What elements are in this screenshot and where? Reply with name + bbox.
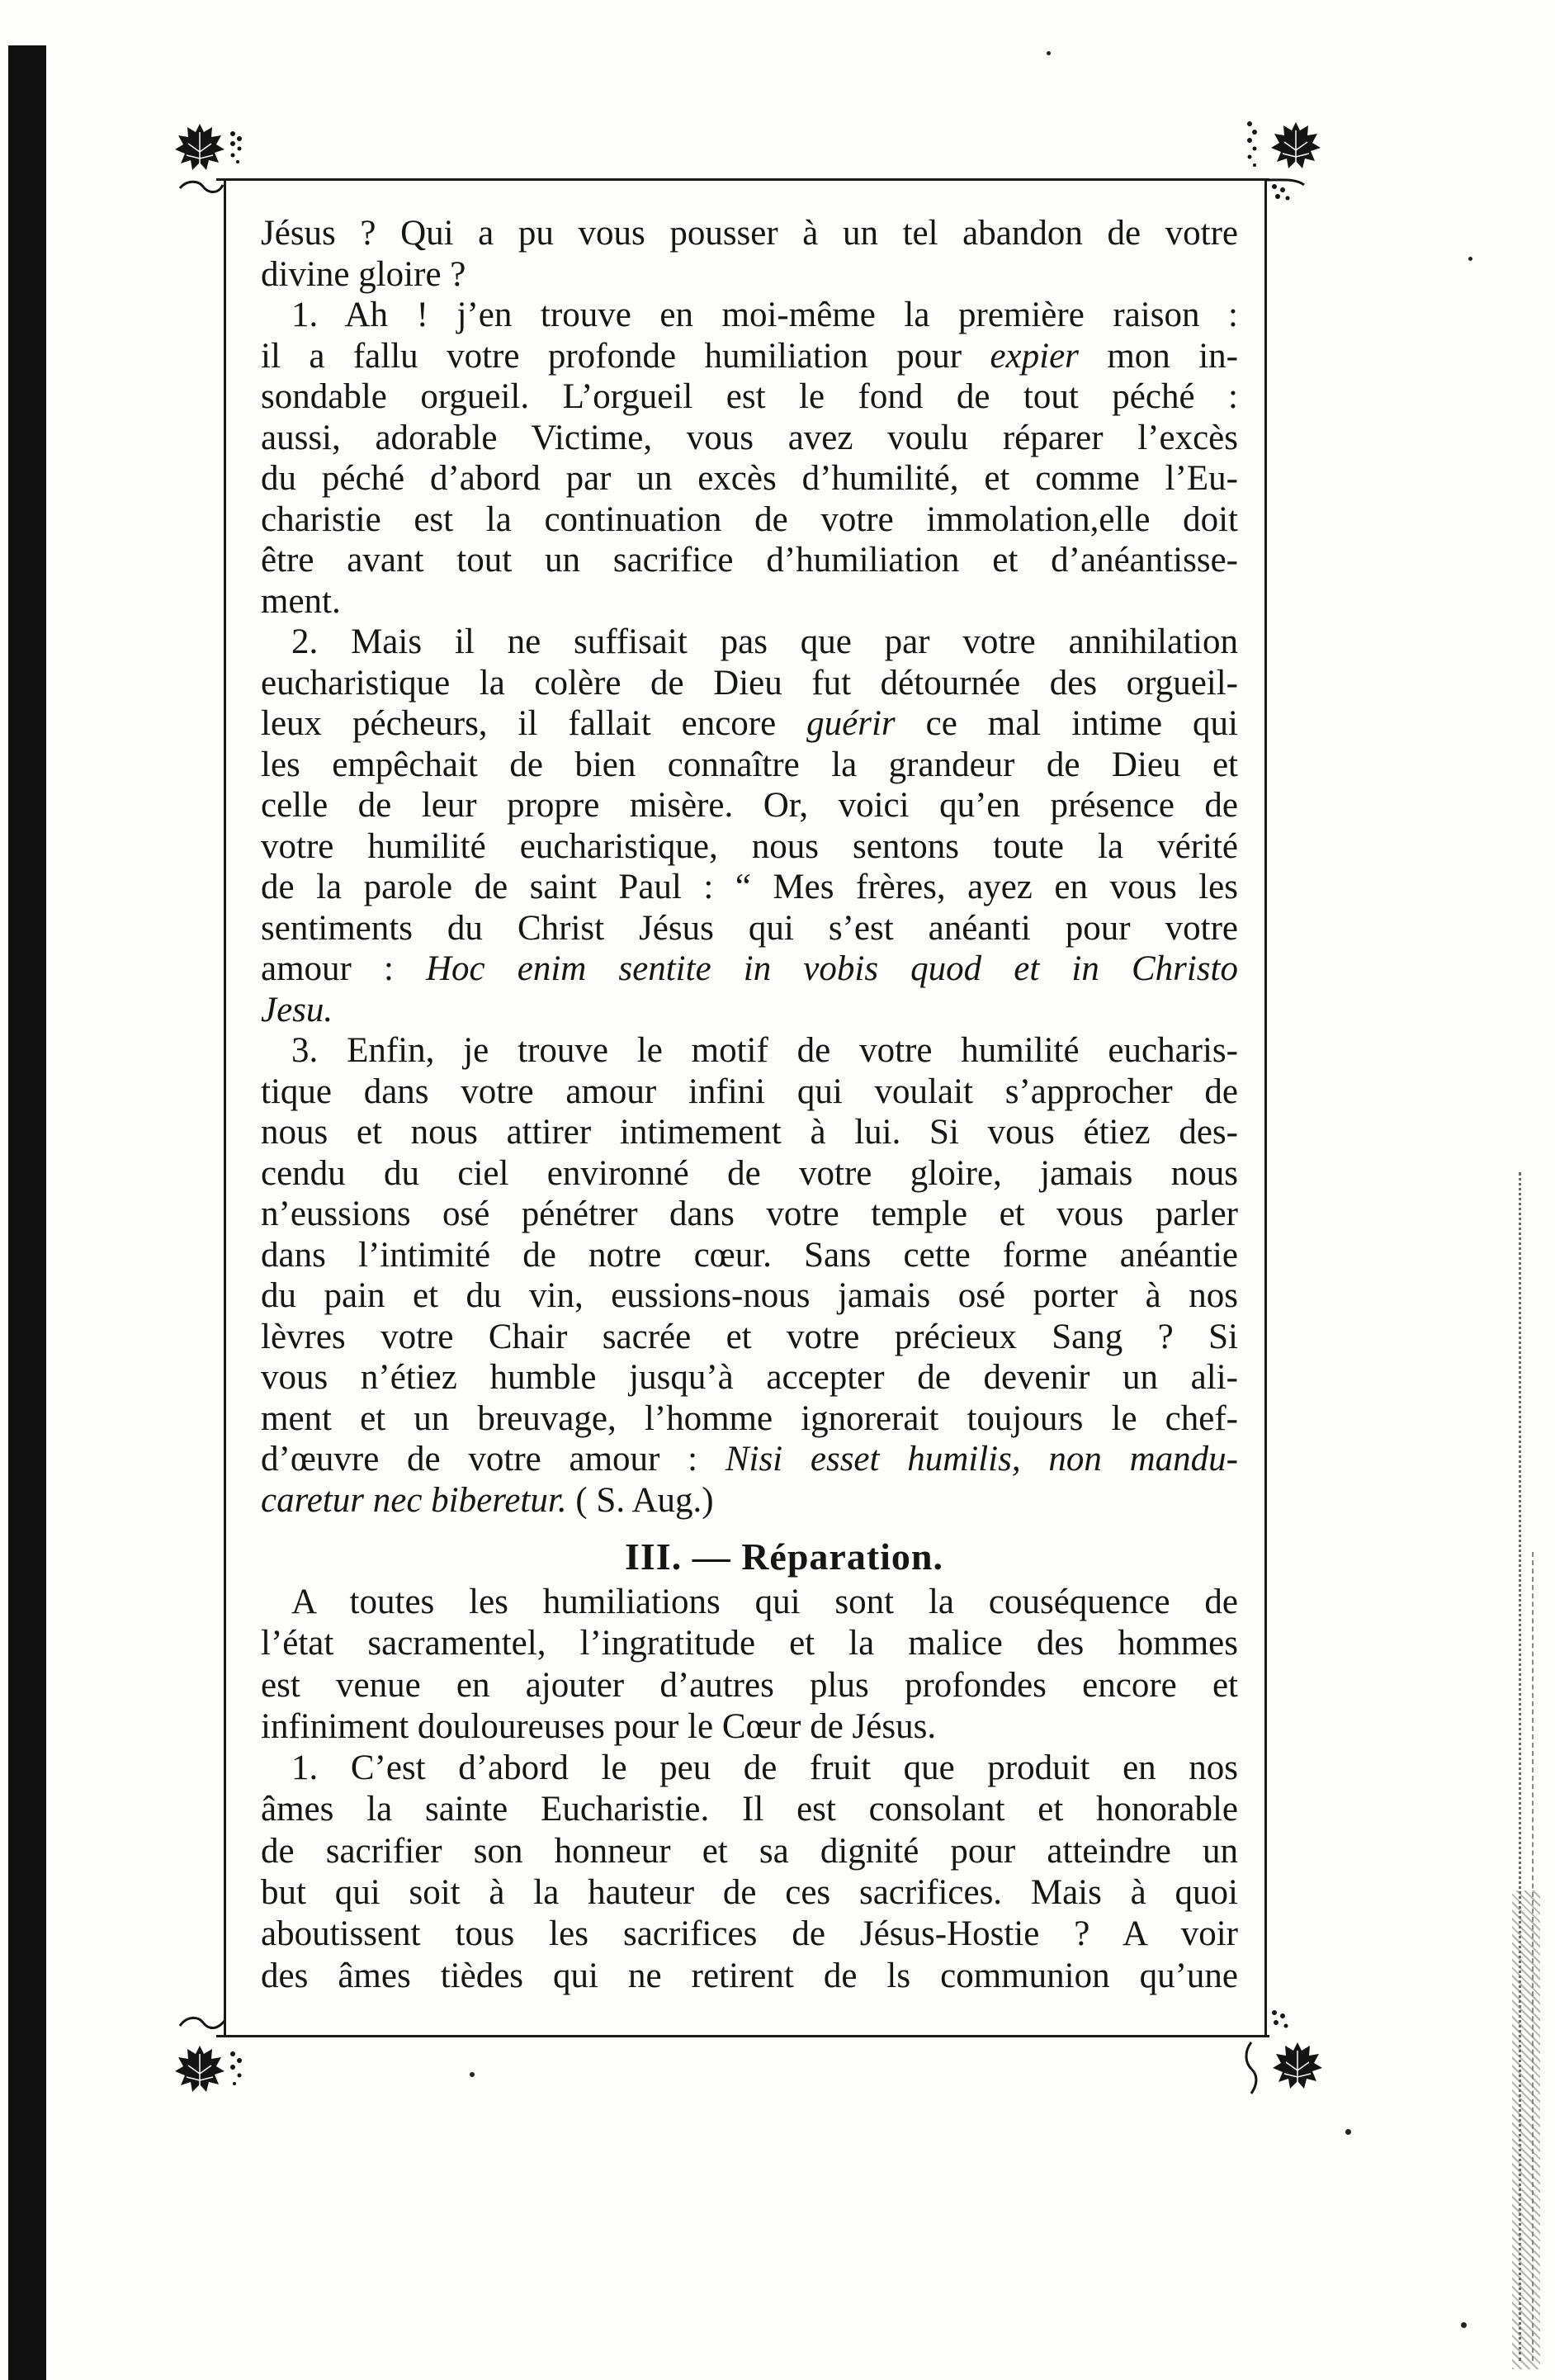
paragraph-start-line <box>261 295 1238 336</box>
text-segment: du péché d’abord par un excès d’humilité, et comme l’Eu- <box>261 459 1238 498</box>
text-segment: sentiments du Christ Jésus qui s’est anéanti pour votre <box>261 908 1238 948</box>
text-segment: est venue en ajouter d’autres plus profondes encore et <box>261 1665 1238 1705</box>
text-segment: 2. Mais il ne suffisait pas que par votre annihilation <box>291 622 1238 661</box>
frame-right-rule <box>1264 178 1267 2037</box>
text-line <box>261 1398 1238 1440</box>
text-segment: eucharistique la colère de Dieu fut détournée des orgueil- <box>261 663 1238 703</box>
vine-leaf-icon <box>175 124 225 170</box>
text-segment: de la parole de saint Paul : “ Mes frères, ayez en vous les <box>261 868 1238 906</box>
paragraph-start-line <box>261 1582 1238 1623</box>
italic-text: Nisi esset humilis, non mandu- <box>725 1440 1238 1479</box>
text-block-1 <box>261 213 1238 1521</box>
text-segment: ment. <box>261 581 341 621</box>
text-line <box>261 1789 1238 1830</box>
text-line <box>261 1235 1238 1276</box>
text-segment: celle de leur propre misère. Or, voici qu’en présence de <box>261 786 1238 825</box>
text-line <box>261 458 1238 499</box>
text-segment: Jésus ? Qui a pu vous pousser à un tel abandon de votre <box>261 214 1238 253</box>
text-line <box>261 663 1238 704</box>
scroll-flourish-icon <box>1246 2042 1256 2094</box>
grape-dots-icon <box>230 2051 242 2085</box>
text-line <box>261 1439 1238 1480</box>
text-segment: être avant tout un sacrifice d’humiliation et d’anéantisse- <box>261 541 1238 580</box>
frame-bottom-rule <box>216 2035 1269 2037</box>
text-segment: infiniment douloureuses pour le Cœur de Jésus. <box>261 1706 937 1746</box>
scroll-flourish-icon <box>180 182 223 192</box>
paragraph-start-line <box>261 1748 1238 1789</box>
corner-ornament-bottom-left <box>170 2006 261 2101</box>
vine-leaf-icon <box>175 2046 225 2092</box>
text-line <box>261 703 1238 745</box>
text-segment: divine gloire ? <box>261 254 466 294</box>
text-segment: du pain et du vin, eussions-nous jamais osé porter à nos <box>261 1276 1238 1315</box>
text-line <box>261 785 1238 826</box>
text-segment: votre humilité eucharistique, nous sentons toute la vérité <box>261 826 1238 866</box>
text-segment: de sacrifier son honneur et sa dignité pour atteindre un <box>261 1831 1238 1871</box>
text-segment: il a fallu votre profonde humiliation pour <box>261 336 990 376</box>
scan-binding-shadow <box>8 45 46 2380</box>
text-line <box>261 1480 1238 1521</box>
text-line <box>261 213 1238 254</box>
scan-speck <box>1047 51 1051 55</box>
text-segment: but qui soit à la hauteur de ces sacrifices. Mais à quoi <box>261 1873 1238 1913</box>
citation-source: ( S. Aug.) <box>566 1480 714 1520</box>
text-line <box>261 540 1238 581</box>
text-line <box>261 1072 1238 1113</box>
text-line <box>261 1831 1238 1872</box>
text-segment: 1. Ah ! j’en trouve en moi-même la première raison : <box>291 296 1238 334</box>
text-line <box>261 1872 1238 1914</box>
text-segment: charistie est la continuation de votre immolation,elle doit <box>261 499 1238 539</box>
italic-text: caretur nec biberetur. <box>261 1480 567 1520</box>
text-line <box>261 1153 1238 1195</box>
text-segment: leux pécheurs, il fallait encore <box>261 704 807 743</box>
text-line <box>261 1706 1238 1748</box>
vine-leaf-icon <box>1271 122 1321 168</box>
scan-speck <box>1345 2129 1351 2135</box>
italic-text: Jesu. <box>261 990 333 1029</box>
text-line <box>261 1665 1238 1706</box>
italic-text: Hoc enim sentite in vobis quod et in Christo <box>426 949 1238 988</box>
italic-text: guérir <box>806 704 896 743</box>
text-line <box>261 1357 1238 1398</box>
text-line <box>261 1914 1238 1955</box>
scan-speck <box>1461 2322 1467 2328</box>
vine-leaf-icon <box>1273 2042 1322 2089</box>
text-segment: aboutissent tous les sacrifices de Jésus-Hostie ? A voir <box>261 1914 1238 1954</box>
corner-ornament-top-left <box>170 122 261 205</box>
text-segment: n’eussions osé pénétrer dans votre temple et vous parler <box>261 1195 1238 1233</box>
text-line <box>261 1623 1238 1664</box>
text-segment: âmes la sainte Eucharistie. Il est consolant et honorable <box>261 1790 1238 1829</box>
paragraph-start-line <box>261 622 1238 663</box>
text-segment: les empêchait de bien connaître la grandeur de Dieu et <box>261 745 1238 784</box>
text-line <box>261 908 1238 949</box>
text-line <box>261 990 1238 1031</box>
section-heading: III. — Réparation. <box>624 1535 944 1578</box>
text-line <box>261 499 1238 541</box>
text-line <box>261 1956 1238 1997</box>
text-segment: ment et un breuvage, l’homme ignorerait toujours le chef- <box>261 1398 1238 1438</box>
text-segment: d’œuvre de votre amour : <box>261 1440 726 1479</box>
italic-text: expier <box>990 336 1079 376</box>
scan-speck <box>1468 257 1472 261</box>
text-line <box>261 1112 1238 1153</box>
paragraph-start-line <box>261 1030 1238 1072</box>
text-line <box>261 1317 1238 1358</box>
text-line <box>261 867 1238 908</box>
frame-left-rule <box>224 178 226 2037</box>
text-segment: mon in- <box>1078 336 1238 376</box>
text-segment: des âmes tièdes qui ne retirent de ls communion qu’une <box>261 1956 1238 1995</box>
text-segment: 3. Enfin, je trouve le motif de votre humilité eucharis- <box>291 1031 1238 1070</box>
scroll-flourish-icon <box>180 2018 225 2027</box>
text-segment: tique dans votre amour infini qui voulait s’approcher de <box>261 1072 1238 1111</box>
corner-ornament-top-right <box>1238 116 1329 211</box>
text-line <box>261 418 1238 459</box>
scan-speck <box>470 2072 475 2077</box>
grape-dots-icon <box>230 131 242 163</box>
text-line <box>261 745 1238 786</box>
text-line <box>261 376 1238 418</box>
grape-dots-icon <box>1272 2010 1288 2028</box>
text-line <box>261 336 1238 377</box>
text-line <box>261 1275 1238 1317</box>
text-line <box>261 254 1238 296</box>
text-segment: vous n’étiez humble jusqu’à accepter de devenir un ali- <box>261 1358 1238 1397</box>
text-segment: amour : <box>261 949 426 988</box>
text-line <box>261 826 1238 868</box>
frame-top-rule <box>216 178 1269 181</box>
grape-dots-icon <box>1272 184 1290 201</box>
text-segment: ce mal intime qui <box>895 704 1238 743</box>
text-block-2 <box>261 1582 1238 1997</box>
text-segment: dans l’intimité de notre cœur. Sans cette forme anéantie <box>261 1235 1238 1275</box>
text-segment: cendu du ciel environné de votre gloire, jamais nous <box>261 1153 1238 1193</box>
grape-dots-icon <box>1247 121 1257 167</box>
text-line <box>261 1194 1238 1235</box>
text-segment: sondable orgueil. L’orgueil est le fond de tout péché : <box>261 377 1238 416</box>
text-segment: nous et nous attirer intimement à lui. Si vous étiez des- <box>261 1113 1238 1152</box>
scan-edge-noise <box>1512 1890 1540 2369</box>
text-segment: aussi, adorable Victime, vous avez voulu réparer l’excès <box>261 418 1238 457</box>
text-line <box>261 949 1238 990</box>
corner-ornament-bottom-right <box>1238 2004 1329 2103</box>
text-segment: lèvres votre Chair sacrée et votre précieux Sang ? Si <box>261 1317 1238 1356</box>
text-line <box>261 581 1238 622</box>
text-segment: 1. C’est d’abord le peu de fruit que produit en nos <box>291 1748 1238 1788</box>
scroll-flourish-icon <box>1266 180 1304 185</box>
text-segment: l’état sacramentel, l’ingratitude et la malice des hommes <box>261 1624 1238 1663</box>
text-segment: A toutes les humiliations qui sont la couséquence de <box>291 1583 1238 1621</box>
